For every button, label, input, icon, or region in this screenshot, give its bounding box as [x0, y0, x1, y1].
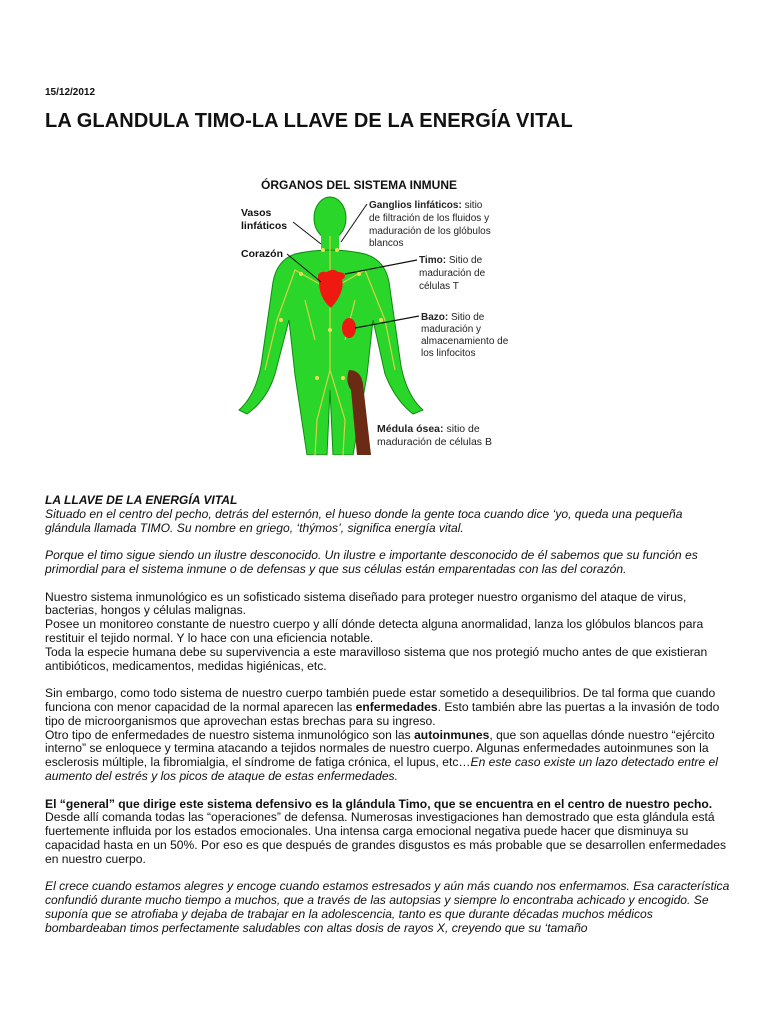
paragraph-1: Situado en el centro del pecho, detrás del esternón, el hueso donde la gente toca cuando dice ‘yo, queda una pequeña glándula llamada TIMO. Su nombre en griego, ‘thýmos’, significa energía vital.: [45, 506, 683, 535]
section-heading: LA LLAVE DE LA ENERGÍA VITAL: [45, 493, 238, 507]
label-ganglios: Ganglios linfáticos: sitio de filtración de los fluidos y maduración de los glóbulos blancos: [369, 200, 491, 249]
label-timo: Timo: Sitio de maduración de células T: [419, 255, 486, 292]
label-corazon: Corazón: [241, 248, 283, 260]
spleen-organ: [342, 318, 356, 338]
paragraph-6: El crece cuando estamos alegres y encoge cuando estamos estresados y aún más cuando nos enfermamos. Esa característica confundió durante mucho tiempo a muchos, que a través de las autopsias y siempre lo encontraba achicado y encogido. Se suponía que se atrofiaba y dejaba de trabajar en la adolescencia, tanto es que durante décadas muchos médicos bombardeaban timos perfectamente saludables con altas dosis de rayos X, creyendo que su ‘tamaño: [45, 879, 730, 935]
paragraph-3c: Toda la especie humana debe su supervivencia a este maravilloso sistema que nos protegió mucho antes de que existieran antibióticos, medicamentos, medidas higiénicas, etc.: [45, 644, 708, 673]
page-title: LA GLANDULA TIMO-LA LLAVE DE LA ENERGÍA VITAL: [45, 110, 573, 132]
label-bazo: Bazo: Sitio de maduración y almacenamiento de los linfocitos: [421, 312, 509, 359]
paragraph-4a: Sin embargo, como todo sistema de nuestro cuerpo también puede estar sometido a desequilibrios. De tal forma que cuando funciona con menor capacidad de la normal aparecen las enfermedades. Esto también abre las puertas a la invasión de todo tipo de microorganismos que aprovechan estas brechas para su ingreso.: [45, 686, 720, 728]
label-medula: Médula ósea: sitio de maduración de células B: [377, 423, 492, 448]
immune-system-figure: [235, 170, 540, 455]
paragraph-3b: Posee un monitoreo constante de nuestro cuerpo y allí dónde detecta alguna anormalidad, lanza los glóbulos blancos para restituir el tejido normal. Y lo hace con una eficiencia notable.: [45, 617, 704, 645]
label-vasos: Vasos linfáticos: [241, 207, 288, 232]
post-date: 15/12/2012: [45, 87, 96, 98]
article-body: [45, 494, 730, 949]
body-head: [314, 197, 346, 239]
figure-heading: ÓRGANOS DEL SISTEMA INMUNE: [261, 178, 458, 192]
thymus-organ: [333, 272, 345, 280]
paragraph-4b: Otro tipo de enfermedades de nuestro sistema inmunológico son las autoinmunes, que son aquellas dónde nuestro “ejército interno” se enloquece y termina atacando a tejidos normales de nuestro cuerpo. Algunas enfermedades autoinmunes son la esclerosis múltiple, la fibromialgia, el síndrome de fatiga crónica, el lupus, etc…En este caso existe un lazo detectado entre el aumento del estrés y los picos de ataque de estas enfermedades.: [45, 727, 718, 783]
paragraph-2: Porque el timo sigue siendo un ilustre desconocido. Un ilustre e importante desconocido de él sabemos que su función es primordial para el sistema inmune o de defensas y que sus células están emparentadas con las del corazón.: [45, 548, 698, 576]
paragraph-3a: Nuestro sistema inmunológico es un sofisticado sistema diseñado para proteger nuestro organismo del ataque de virus, bacterias, hongos y células malignas.: [45, 589, 687, 618]
paragraph-5: El “general” que dirige este sistema defensivo es la glándula Timo, que se encuentra en el centro de nuestro pecho. Desde allí comanda todas las “operaciones” de defensa. Numerosas investigaciones han demostrado que esta glándula está fuertemente influida por los estados emocionales. Una intensa carga emocional negativa puede hacer que disminuya su capacidad hasta en un 50%. Por eso es que después de grandes disgustos es más probable que se desarrollen enfermedades en nuestro cuerpo.: [45, 796, 727, 866]
